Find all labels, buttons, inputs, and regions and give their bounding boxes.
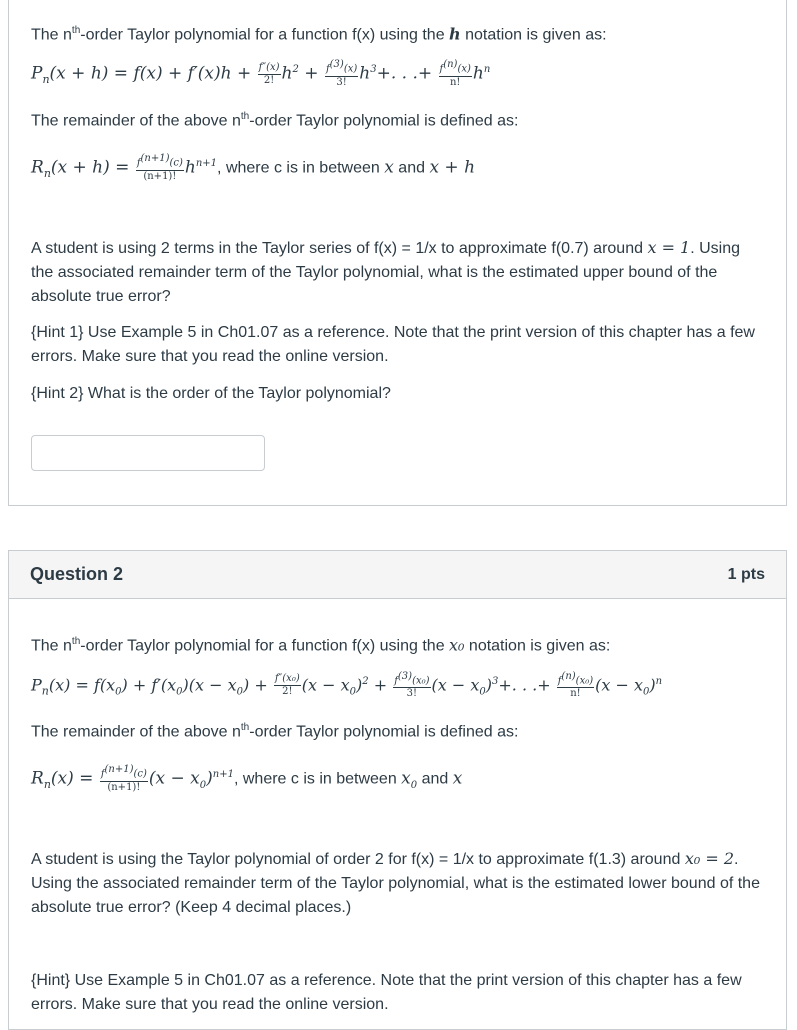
question-2-title: Question 2 xyxy=(30,564,124,584)
q1-remainder-label: The remainder of the above $n^{th}$-order Taylor polynomial is defined as: xyxy=(31,111,519,130)
question-1-card xyxy=(8,0,787,506)
q2-intro: The $n^{th}$-order Taylor polynomial for a function f(x) using the x₀ notation is given as: xyxy=(31,635,611,655)
q2-remainder-label: The remainder of the above $n^{th}$-order Taylor polynomial is defined as: xyxy=(31,722,519,741)
question-2-points: 1 pts xyxy=(727,565,765,583)
q2-taylor-polynomial: $P_n(x) = f(x_0) + f'(x_0)(x - x_0)$ + $\frac{\text{f″(x₀)}}{2!}$ $(x - x_0)^2$ + $\frac{f^{(3)}(x_0)}{3!}$ $(x - x_0)^3+$. . .+ $\frac{f^{(n)}(x_0)}{n!}$ $(x - x_0)^n$ xyxy=(31,671,663,700)
q1-hint-2: {Hint 2} What is the order of the Taylor polynomial? xyxy=(31,385,391,402)
q1-hint-1: {Hint 1} Use Example 5 in Ch01.07 as a reference. Note that the print version of this chapter has a few errors. Make sure that you read the online version. xyxy=(31,324,755,365)
question-2-card xyxy=(8,550,787,1030)
q2-hint: {Hint} Use Example 5 in Ch01.07 as a reference. Note that the print version of this chapter has a few errors. Make sure that you read the online version. xyxy=(31,972,742,1013)
q1-answer-input[interactable] xyxy=(31,435,265,471)
q2-remainder-formula: $R_n(x)$ = $\frac{f^{(n+1)}(c)}{(n+1)!}$ $(x - x_0)^{n+1}$, where c is in between $x_0$ and x xyxy=(31,764,463,793)
q1-remainder-formula: $R_n(x + h)$ = $\frac{f^{(n+1)}(c)}{(n+1)!}$ $h^{n+1}$, where c is in between x and x + h xyxy=(31,153,476,182)
q1-problem: A student is using 2 terms in the Taylor series of f(x) = 1/x to approximate f(0.7) around x = 1. Using the associated remainder term of the Taylor polynomial, what is the estimated upper bound of the absolute true error? xyxy=(31,238,741,305)
question-2-header xyxy=(9,551,786,599)
q1-intro: The $n^{th}$-order Taylor polynomial for a function f(x) using the h notation is given as: xyxy=(31,24,607,44)
q2-problem: A student is using the Taylor polynomial of order 2 for f(x) = 1/x to approximate f(1.3) around x₀ = 2. Using the associated remainder term of the Taylor polynomial, what is the estimated lower bound of the absolute true error? (Keep 4 decimal places.) xyxy=(31,849,760,916)
q1-taylor-polynomial: $P_n(x + h) = f(x) + f'(x)h$ + $\frac{f''(x)}{2!}$ $h^2$ + $\frac{f^{(3)}(x)}{3!}$ $h^3+$. . .+ $\frac{f^{(n)}(x)}{n!}$ $h^n$ xyxy=(31,59,491,88)
